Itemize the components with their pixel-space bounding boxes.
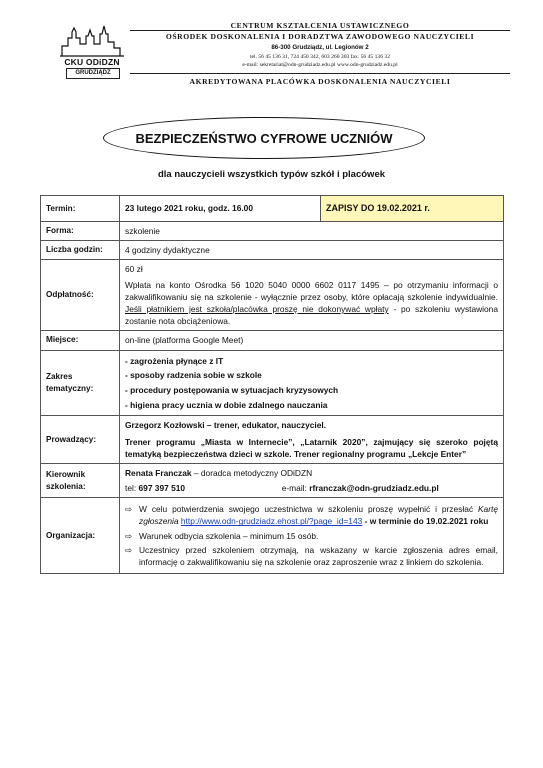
manager-email[interactable]: rfranczak@odn-grudziadz.edu.pl	[309, 483, 439, 494]
header-accreditation: AKREDYTOWANA PLACÓWKA DOSKONALENIA NAUCZYCIELI	[189, 77, 451, 86]
row-miejsce	[41, 331, 504, 350]
fee-amount: 60 zł	[125, 264, 143, 275]
registration-card-label: Kartę zgłoszenia	[139, 504, 498, 527]
value-prowadzacy	[120, 416, 504, 464]
row-termin	[41, 196, 504, 222]
value-forma: szkolenie	[120, 222, 504, 241]
organization-item: ⇨ Warunek odbycia szkolenia – minimum 15 osób.	[125, 530, 319, 541]
page-subtitle: dla nauczycieli wszystkich typów szkół i placówek	[157, 169, 386, 180]
row-prowadzacy	[41, 416, 504, 464]
row-odplatnosc	[41, 260, 504, 331]
topic-item: - procedury postępowania w sytuacjach kryzysowych	[125, 384, 339, 395]
row-zakres	[41, 350, 504, 416]
manager-role: – doradca metodyczny ODiDZN	[191, 467, 313, 478]
arrow-right-icon: ⇨	[125, 544, 133, 555]
header-center-name: CENTRUM KSZTAŁCENIA USTAWICZNEGO	[230, 21, 410, 30]
course-info-table	[40, 195, 504, 574]
registration-link[interactable]: http://www.odn-grudziadz.ehost.pl/?page_id=143	[180, 516, 363, 527]
fee-payment-info: Wpłata na konto Ośrodka 56 1020 5040 0000 6602 0117 1495 – po otrzymaniu informacji o zakwalifikowaniu się na szkolenie - wyłącznie przez osoby, które opłacają szkolenie indywidualnie.	[125, 279, 498, 302]
topic-item: - sposoby radzenia sobie w szkole	[125, 370, 262, 381]
row-kierownik	[41, 463, 504, 497]
value-zakres	[120, 350, 504, 416]
fee-school-note: Jeśli płatnikiem jest szkoła/placówka proszę nie dokonywać wpłaty	[125, 303, 389, 314]
value-termin: 23 lutego 2021 roku, godz. 16.00	[120, 196, 321, 222]
value-miejsce: on-line (platforma Google Meet)	[120, 331, 504, 350]
topic-item: - zagrożenia płynące z IT	[125, 355, 224, 366]
topic-item: - higiena pracy ucznia w dobie zdalnego nauczania	[125, 399, 328, 410]
logo-subtext: GRUDZIĄDZ	[66, 68, 120, 79]
cku-odidzn-logo	[58, 24, 126, 80]
page-title: BEZPIECZEŃSTWO CYFROWE UCZNIÓW	[103, 117, 425, 159]
header-divider	[130, 30, 510, 31]
organization-item: ⇨ W celu potwierdzenia swojego uczestnictwa w szkoleniu proszę wypełnić i przesłać Kartę zgłoszenia http://www.odn-grudziadz.ehost.pl/?page_id=143 - w terminie do 19.02.2021 roku	[125, 504, 498, 527]
row-liczba-godzin	[41, 241, 504, 260]
trainer-bio: Trener programu „Miasta w Internecie”, „Latarnik 2020”, zajmujący się szeroko pojętą tematyką bezpieczeństwa dzieci w szkole. Trener regionalny programu „Lekcje Enter”	[125, 436, 498, 459]
organization-item: ⇨ Uczestnicy przed szkoleniem otrzymają, na wskazany w karcie zgłoszenia adres email, informację o zakwalifikowaniu się na szkolenie oraz zaproszenie wraz z linkiem do szkolenia.	[125, 544, 498, 567]
value-odplatnosc	[120, 260, 504, 331]
value-kierownik	[120, 463, 504, 497]
arrow-right-icon: ⇨	[125, 504, 133, 515]
manager-name: Renata Franczak	[125, 467, 192, 478]
label-organizacja: Organizacja:	[41, 498, 120, 574]
value-zapisy: ZAPISY DO 19.02.2021 r.	[321, 196, 504, 222]
label-liczba-godzin: Liczba godzin:	[41, 241, 120, 260]
castle-icon	[58, 24, 126, 58]
fee-invoice-note: - po szkoleniu wystawiona zostanie nota obciążeniowa.	[125, 303, 498, 327]
manager-phone: 697 397 510	[138, 483, 186, 494]
trainer-name: Grzegorz Kozłowski – trener, edukator, nauczyciel.	[125, 420, 327, 431]
arrow-right-icon: ⇨	[125, 530, 133, 541]
value-organizacja	[120, 498, 504, 574]
organization-list	[125, 503, 498, 568]
manager-email-label: e-mail:	[281, 483, 310, 494]
label-prowadzacy: Prowadzący:	[41, 416, 120, 464]
header-institution-name: OŚRODEK DOSKONALENIA I DORADZTWA ZAWODOWEGO NAUCZYCIELI	[165, 32, 475, 41]
label-odplatnosc: Odpłatność:	[41, 260, 120, 331]
logo-text: CKU ODiDZN	[64, 57, 120, 67]
label-termin: Termin:	[41, 196, 120, 222]
label-forma: Forma:	[41, 222, 120, 241]
header-phones: tel. 56 45 136 31, 724 450 342, 603 260 303 fax. 56 45 136 32	[250, 54, 390, 60]
header-email-web: e-mail: sekretariat@odn-grudziadz.edu.pl www.odn-grudziadz.edu.pl	[242, 62, 398, 68]
manager-tel-label: tel:	[125, 483, 139, 494]
label-miejsce: Miejsce:	[41, 331, 120, 350]
row-forma	[41, 222, 504, 241]
registration-deadline: - w terminie do 19.02.2021 roku	[362, 516, 489, 527]
header-address: 86-300 Grudziądz, ul. Legionów 2	[271, 44, 369, 51]
label-zakres: Zakres tematyczny:	[41, 350, 120, 416]
label-kierownik: Kierownik szkolenia:	[41, 463, 120, 497]
row-organizacja	[41, 498, 504, 574]
header-divider	[130, 73, 510, 74]
value-liczba-godzin: 4 godziny dydaktyczne	[120, 241, 504, 260]
